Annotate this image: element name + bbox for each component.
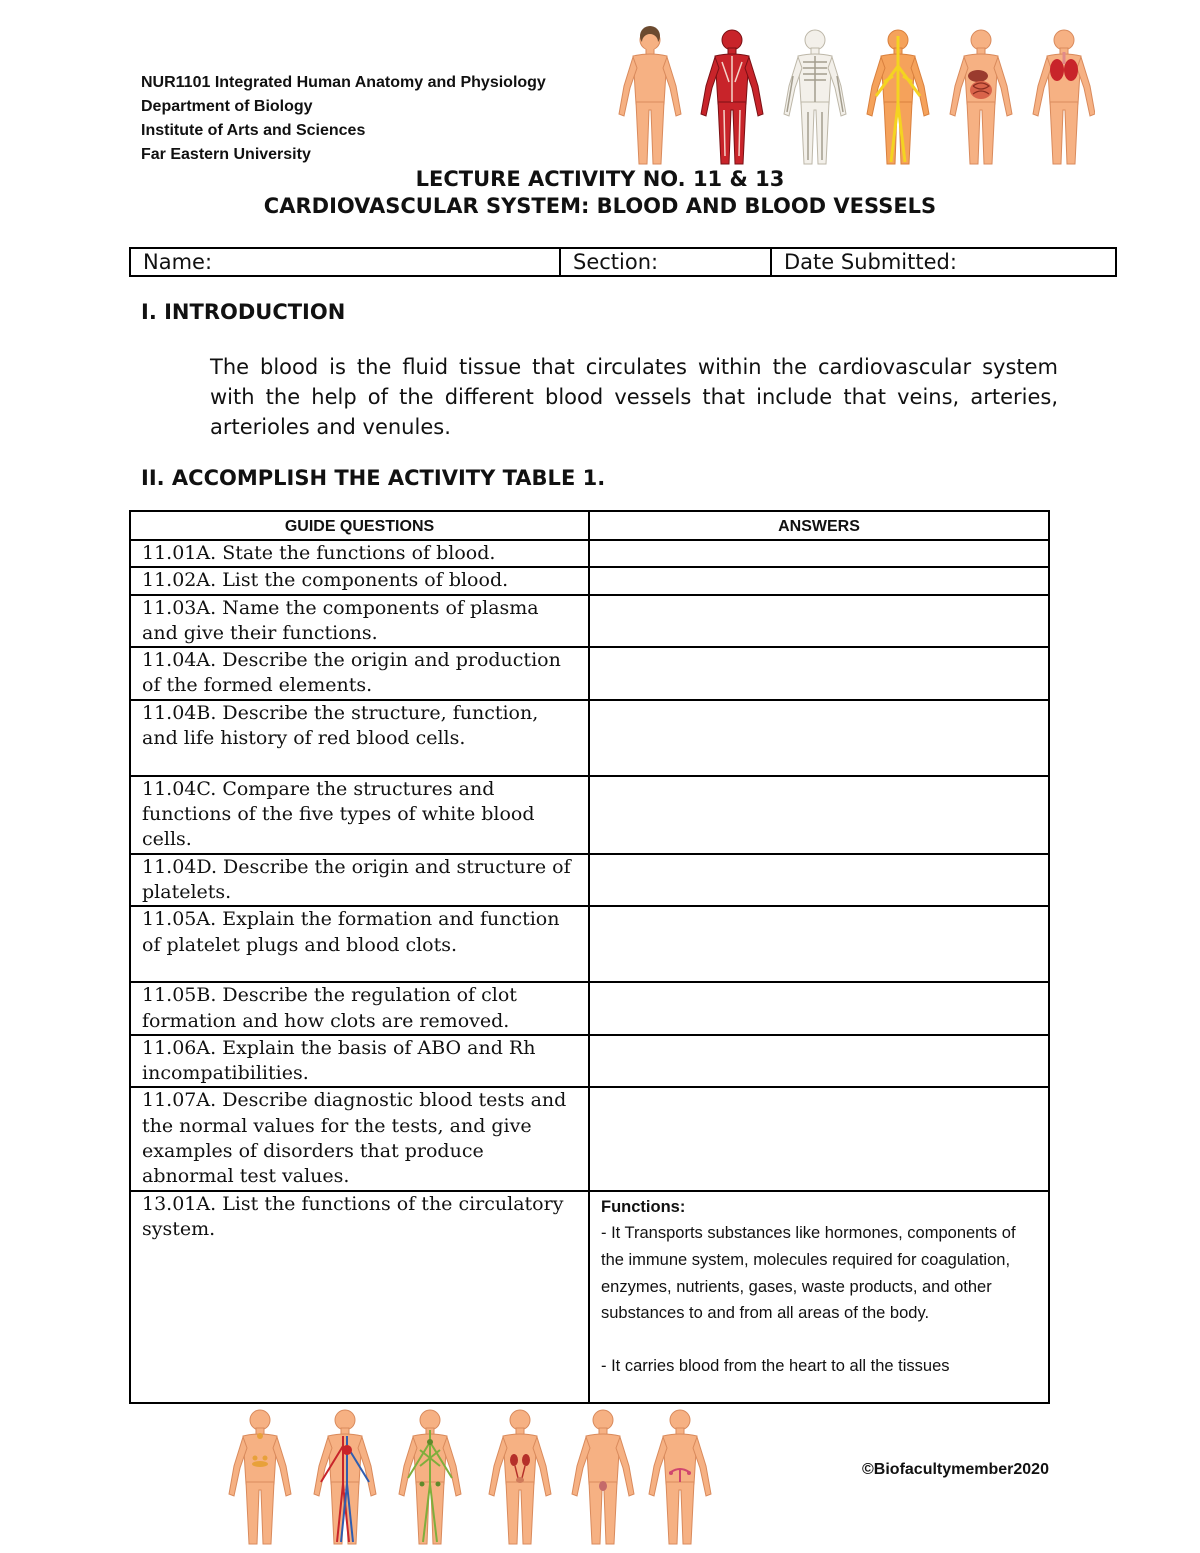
answer-cell[interactable] <box>589 982 1049 1035</box>
cardiovascular-system-figure <box>314 1410 376 1544</box>
answer-cell[interactable] <box>589 1035 1049 1088</box>
table-row <box>130 776 1049 854</box>
question-cell: 13.01A. List the functions of the circulatory system. <box>130 1191 589 1403</box>
human-body-skin-figure <box>619 26 681 164</box>
institute-name: Institute of Arts and Sciences <box>141 122 366 139</box>
question-cell: 11.04D. Describe the origin and structure of platelets. <box>130 854 589 907</box>
section-label: Section: <box>573 250 659 274</box>
top-body-illustrations <box>615 26 1095 168</box>
question-cell: 11.01A. State the functions of blood. <box>130 540 589 567</box>
muscular-system-figure <box>701 30 763 164</box>
question-cell: 11.03A. Name the components of plasma and give their functions. <box>130 595 589 648</box>
answer-cell-circulatory-functions[interactable] <box>589 1191 1049 1403</box>
table-row <box>130 647 1049 700</box>
respiratory-system-figure <box>1033 30 1095 164</box>
title-line-1: LECTURE ACTIVITY NO. 11 & 13 <box>415 167 785 191</box>
question-cell: 11.04A. Describe the origin and production of the formed elements. <box>130 647 589 700</box>
female-reproductive-figure <box>649 1410 711 1544</box>
answer-cell[interactable] <box>589 776 1049 854</box>
question-cell: 11.07A. Describe diagnostic blood tests and the normal values for the tests, and give examples of disorders that produce abnormal test values. <box>130 1087 589 1190</box>
functions-paragraph-2: - It carries blood from the heart to all the tissues <box>601 1357 950 1376</box>
table-row <box>130 906 1049 982</box>
endocrine-system-figure <box>229 1410 291 1544</box>
question-cell: 11.05B. Describe the regulation of clot formation and how clots are removed. <box>130 982 589 1035</box>
answer-cell[interactable] <box>589 567 1049 594</box>
table-row <box>130 595 1049 648</box>
date-submitted-field[interactable] <box>771 248 1116 276</box>
bottom-body-illustrations <box>205 1406 735 1548</box>
urinary-system-figure <box>489 1410 551 1544</box>
answer-cell[interactable] <box>589 647 1049 700</box>
copyright-notice: ©Biofacultymember2020 <box>862 1461 1049 1478</box>
table-row <box>130 1191 1049 1403</box>
name-field[interactable] <box>130 248 560 276</box>
answer-cell[interactable] <box>589 854 1049 907</box>
course-name: NUR1101 Integrated Human Anatomy and Physiology <box>141 74 546 91</box>
question-cell: 11.04C. Compare the structures and functions of the five types of white blood cells. <box>130 776 589 854</box>
table-row <box>130 1087 1049 1190</box>
table-row <box>130 854 1049 907</box>
name-label: Name: <box>143 250 213 274</box>
table-row <box>130 1035 1049 1088</box>
student-info-table <box>129 247 1117 277</box>
section-field[interactable] <box>560 248 771 276</box>
table-row <box>130 540 1049 567</box>
university-name: Far Eastern University <box>141 146 311 163</box>
male-reproductive-figure <box>572 1410 634 1544</box>
department-name: Department of Biology <box>141 98 313 115</box>
answer-cell[interactable] <box>589 1087 1049 1190</box>
answer-cell[interactable] <box>589 700 1049 776</box>
table-row <box>130 700 1049 776</box>
guide-questions-header: GUIDE QUESTIONS <box>130 511 589 540</box>
digestive-system-figure <box>950 30 1012 164</box>
title-line-2: CARDIOVASCULAR SYSTEM: BLOOD AND BLOOD VESSELS <box>263 194 937 218</box>
introduction-heading: I. INTRODUCTION <box>141 300 346 324</box>
answer-cell[interactable] <box>589 595 1049 648</box>
activity-heading: II. ACCOMPLISH THE ACTIVITY TABLE 1. <box>141 466 606 490</box>
functions-title: Functions: <box>601 1197 686 1216</box>
question-cell: 11.05A. Explain the formation and function of platelet plugs and blood clots. <box>130 906 589 982</box>
answer-cell[interactable] <box>589 540 1049 567</box>
nervous-system-figure <box>867 30 929 164</box>
table-header-row <box>130 511 1049 540</box>
table-row <box>130 982 1049 1035</box>
question-cell: 11.06A. Explain the basis of ABO and Rh incompatibilities. <box>130 1035 589 1088</box>
functions-paragraph-1: - It Transports substances like hormones, components of the immune system, molecules required for coagulation, enzymes, nutrients, gases, waste products, and other substances to and from all areas of the body. <box>601 1224 1016 1323</box>
answer-cell[interactable] <box>589 906 1049 982</box>
question-cell: 11.04B. Describe the structure, function, and life history of red blood cells. <box>130 700 589 776</box>
activity-table <box>129 510 1050 1404</box>
answers-header: ANSWERS <box>589 511 1049 540</box>
question-cell: 11.02A. List the components of blood. <box>130 567 589 594</box>
activity-title <box>0 166 1200 220</box>
lymphatic-system-figure <box>399 1410 461 1544</box>
date-submitted-label: Date Submitted: <box>784 250 957 274</box>
skeletal-system-figure <box>784 30 846 164</box>
table-row <box>130 567 1049 594</box>
course-header <box>141 71 546 167</box>
introduction-text: The blood is the fluid tissue that circulates within the cardiovascular system with the help of the different blood vessels that include that veins, arteries, arterioles and venules. <box>210 355 1058 439</box>
